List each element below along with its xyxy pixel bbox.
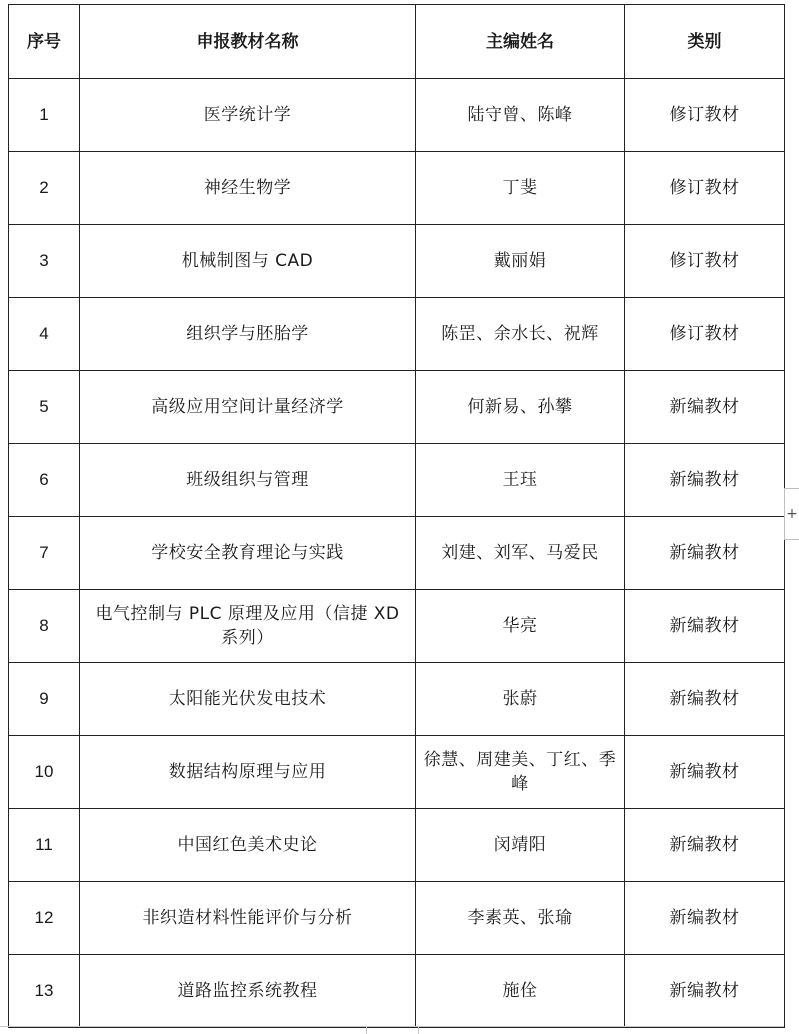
cell-name: 数据结构原理与应用 [80,736,416,809]
cell-no: 10 [9,736,80,809]
header-no: 序号 [9,5,80,79]
cell-name: 电气控制与 PLC 原理及应用（信捷 XD 系列） [80,590,416,663]
cell-editor: 陈罡、余水长、祝辉 [416,298,625,371]
table-add-handle[interactable]: + [784,488,799,540]
cell-no: 2 [9,152,80,225]
cell-editor: 闵靖阳 [416,809,625,882]
cell-no: 11 [9,809,80,882]
cell-name: 学校安全教育理论与实践 [80,517,416,590]
table-row [9,79,785,152]
cell-type: 新编教材 [625,736,785,809]
cell-editor: 施佺 [416,955,625,1028]
page-bottom-rule [0,1026,784,1027]
cell-name: 神经生物学 [80,152,416,225]
cell-no: 5 [9,371,80,444]
table-row [9,590,785,663]
cell-name: 组织学与胚胎学 [80,298,416,371]
header-type: 类别 [625,5,785,79]
table-row [9,882,785,955]
cell-no: 9 [9,663,80,736]
cell-editor: 李素英、张瑜 [416,882,625,955]
cell-no: 3 [9,225,80,298]
header-name: 申报教材名称 [80,5,416,79]
table-row [9,955,785,1028]
cell-type: 新编教材 [625,444,785,517]
cell-no: 12 [9,882,80,955]
cell-editor: 刘建、刘军、马爱民 [416,517,625,590]
cell-type: 新编教材 [625,517,785,590]
cell-no: 1 [9,79,80,152]
cell-name: 非织造材料性能评价与分析 [80,882,416,955]
table-row [9,809,785,882]
header-editor: 主编姓名 [416,5,625,79]
cell-editor: 何新易、孙攀 [416,371,625,444]
cell-type: 新编教材 [625,590,785,663]
textbook-table [8,4,785,1028]
cell-type: 修订教材 [625,79,785,152]
table-header [9,5,785,79]
cell-no: 4 [9,298,80,371]
table-row [9,152,785,225]
cell-type: 新编教材 [625,371,785,444]
cell-editor: 华亮 [416,590,625,663]
cell-no: 7 [9,517,80,590]
cell-name: 机械制图与 CAD [80,225,416,298]
cell-no: 13 [9,955,80,1028]
cell-type: 新编教材 [625,663,785,736]
table-row [9,225,785,298]
cell-no: 8 [9,590,80,663]
cell-editor: 王珏 [416,444,625,517]
table-row [9,736,785,809]
cell-name: 班级组织与管理 [80,444,416,517]
table-row [9,298,785,371]
header-row [9,5,785,79]
table-row [9,663,785,736]
cell-type: 新编教材 [625,809,785,882]
cell-type: 修订教材 [625,152,785,225]
cell-editor: 张蔚 [416,663,625,736]
cell-name: 道路监控系统教程 [80,955,416,1028]
table-body [9,79,785,1028]
cell-name: 医学统计学 [80,79,416,152]
table-row [9,444,785,517]
table-row [9,517,785,590]
cell-name: 太阳能光伏发电技术 [80,663,416,736]
cell-editor: 丁斐 [416,152,625,225]
page-bottom-tick [366,1026,367,1034]
cell-name: 高级应用空间计量经济学 [80,371,416,444]
cell-type: 修订教材 [625,298,785,371]
cell-no: 6 [9,444,80,517]
cell-type: 新编教材 [625,882,785,955]
cell-editor: 戴丽娟 [416,225,625,298]
cell-editor: 徐慧、周建美、丁红、季峰 [416,736,625,809]
cell-type: 修订教材 [625,225,785,298]
table-row [9,371,785,444]
cell-editor: 陆守曾、陈峰 [416,79,625,152]
cell-type: 新编教材 [625,955,785,1028]
page-bottom-tick [418,1026,419,1034]
cell-name: 中国红色美术史论 [80,809,416,882]
